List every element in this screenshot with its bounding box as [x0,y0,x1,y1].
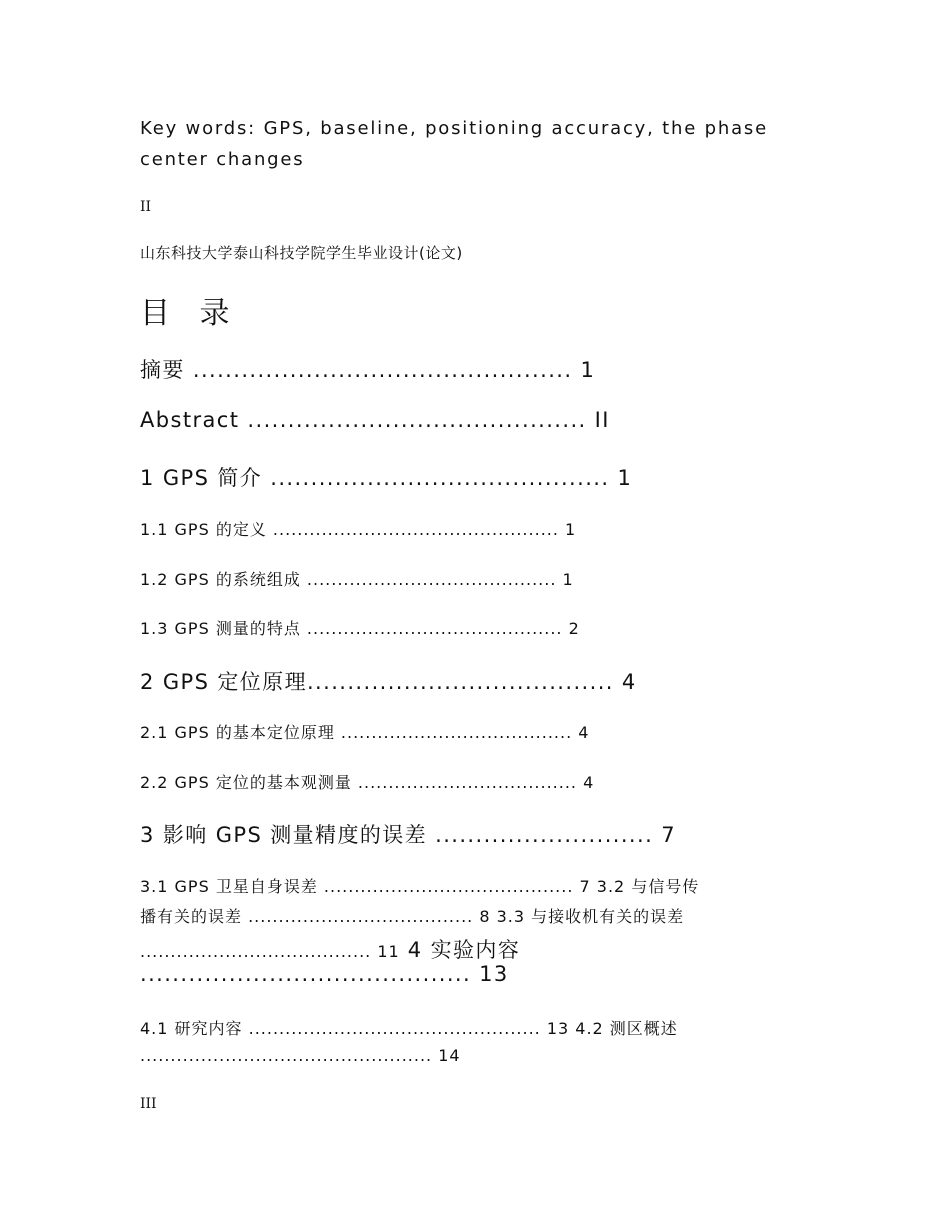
keywords-line-2: center changes [140,149,305,170]
toc-paragraph-3-line-3 [140,934,520,964]
toc-paragraph-4-line-1: 4.1 研究内容 ................................................ 13 4.2 测区概述 [140,1019,678,1038]
page-number-iii: III [140,1096,157,1112]
toc-entry-1-3: 1.3 GPS 测量的特点 .......................................... 2 [140,619,580,638]
toc-paragraph-3-line-2: 播有关的误差 ..................................... 8 3.3 与接收机有关的误差 [140,907,685,926]
toc-dots-3-3: ...................................... 11 [140,942,400,961]
toc-entry-1-2: 1.2 GPS 的系统组成 ......................................... 1 [140,570,574,589]
toc-entry-1-1: 1.1 GPS 的定义 ............................................... 1 [140,520,577,539]
toc-entry-chapter-1: 1 GPS 简介 .......................................... 1 [140,466,633,490]
toc-entry-chapter-2: 2 GPS 定位原理...................................... 4 [140,670,637,694]
toc-entry-2-2: 2.2 GPS 定位的基本观测量 .................................... 4 [140,773,595,792]
page-number-ii: II [140,199,152,215]
toc-paragraph-3-line-1: 3.1 GPS 卫星自身误差 ......................................... 7 3.2 与信号传 [140,877,700,896]
toc-entry-abstract-cn: 摘要 ............................................... 1 [140,358,596,382]
keywords-line-1: Key words: GPS, baseline, positioning accuracy, the phase [140,118,768,139]
toc-paragraph-3-line-4: ......................................... 13 [140,962,509,986]
toc-entry-abstract-en: Abstract .......................................... II [140,408,610,432]
running-header: 山东科技大学泰山科技学院学生毕业设计(论文) [140,244,463,262]
toc-entry-chapter-3: 3 影响 GPS 测量精度的误差 ........................... 7 [140,823,676,847]
toc-title: 目 录 [140,296,240,331]
toc-entry-2-1: 2.1 GPS 的基本定位原理 ...................................... 4 [140,723,590,742]
toc-entry-chapter-4: 4 实验内容 [399,938,521,962]
toc-paragraph-4-line-2: ................................................ 14 [140,1046,461,1065]
